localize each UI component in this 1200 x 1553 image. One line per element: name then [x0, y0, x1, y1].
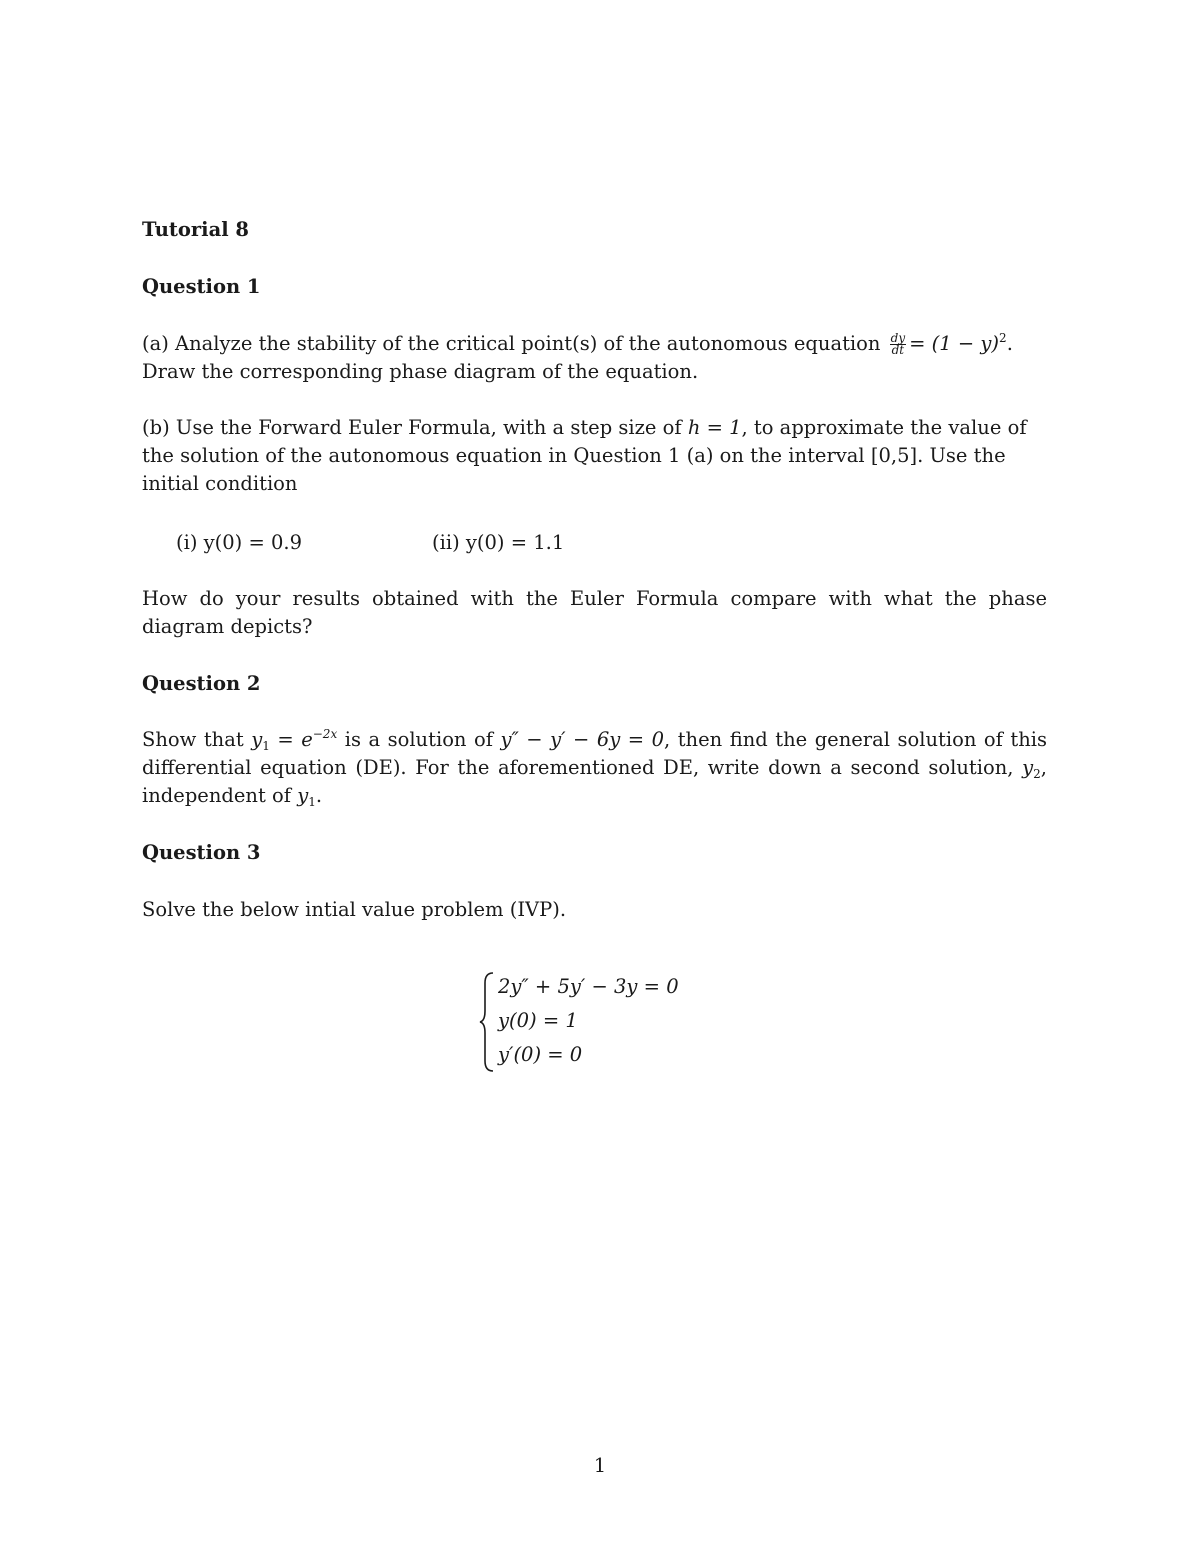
- question-1-heading: Question 1: [142, 275, 261, 298]
- question-1a-line2: Draw the corresponding phase diagram of the equation.: [142, 360, 699, 383]
- question-2-text: Show that $y_1 = e^{-2x}$ is a solution of y″ − y′ − 6y = 0, then find the general solution of this differential equation (DE). For the aforementioned DE, write down a second solution, $y_2$, independent of $y_1$.: [142, 727, 1047, 809]
- initial-condition-ii: (ii) y(0) = 1.1: [432, 531, 565, 554]
- question-3-text: Solve the below intial value problem (IVP).: [142, 898, 567, 921]
- question-1b-line3: initial condition: [142, 472, 298, 495]
- question-1b: [142, 414, 1047, 498]
- question-1b-line2: the solution of the autonomous equation in Question 1 (a) on the interval [0,5]. Use the: [142, 444, 1006, 467]
- question-2-heading: Question 2: [142, 672, 261, 695]
- document-title: Tutorial 8: [142, 218, 249, 241]
- ivp-initial-value: y(0) = 1: [498, 1009, 578, 1032]
- question-1b-line1: (b) Use the Forward Euler Formula, with a step size of h = 1, to approximate the value of: [142, 416, 1027, 439]
- ivp-equation: 2y″ + 5y′ − 3y = 0: [498, 975, 679, 998]
- ivp-system: [478, 970, 738, 1074]
- left-brace: [478, 970, 498, 1074]
- question-1a: [142, 330, 1047, 386]
- question-1-compare: How do your results obtained with the Euler Formula compare with what the phase diagram depicts?: [142, 587, 1047, 638]
- ivp-initial-derivative: y′(0) = 0: [498, 1043, 583, 1066]
- page-number: 1: [593, 1454, 607, 1477]
- question-3-heading: Question 3: [142, 841, 261, 864]
- derivative-fraction: $\frac{dy}{dt}$: [890, 331, 906, 357]
- question-1a-line1: (a) Analyze the stability of the critical point(s) of the autonomous equation $\frac{dy}{dt}$ = $(1 - y)^2$.: [142, 331, 1013, 357]
- initial-condition-i: (i) y(0) = 0.9: [176, 531, 303, 554]
